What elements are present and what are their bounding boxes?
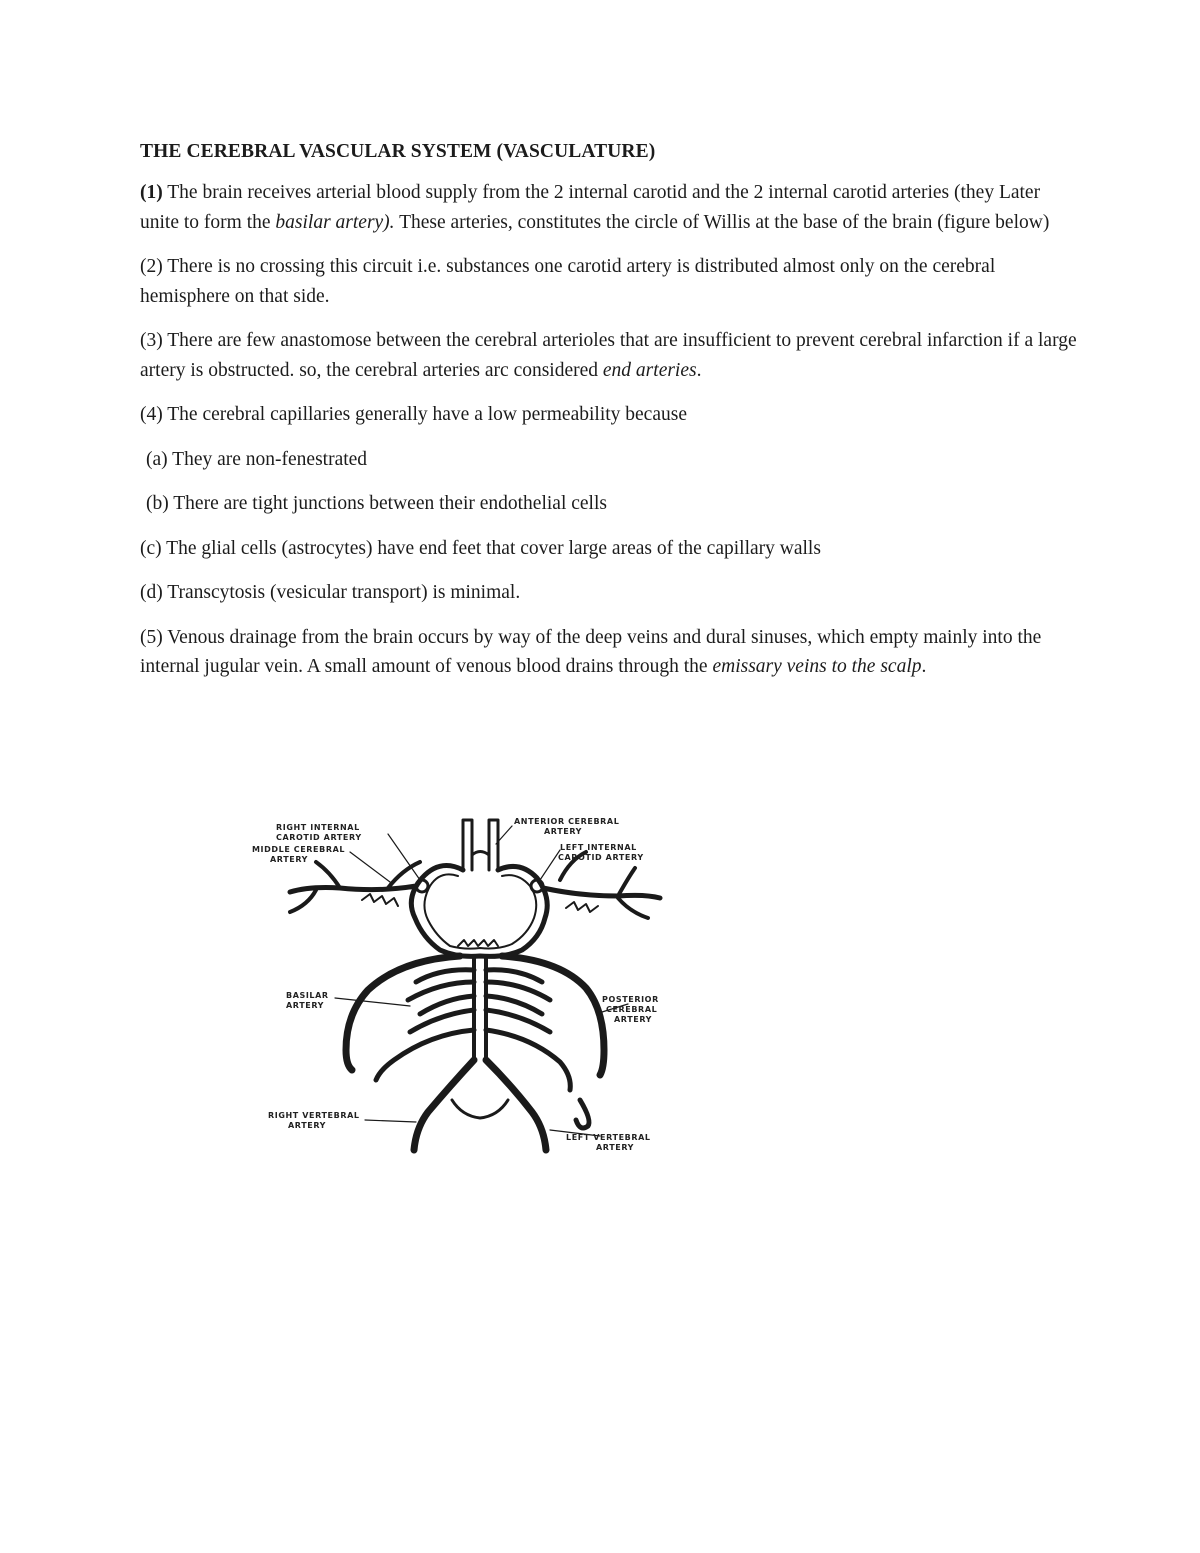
middle-cerebral-branch-4 bbox=[618, 868, 635, 896]
list-item-4a: (a) They are non-fenestrated bbox=[146, 448, 368, 470]
point-5-end: . bbox=[921, 656, 927, 677]
branch-r5 bbox=[486, 1030, 570, 1090]
label-right-vertebral-2: ARTERY bbox=[288, 1121, 327, 1130]
point-1-text-b: These arteries, constitutes the circle of Willis at the base of the brain (figure below) bbox=[394, 211, 1050, 233]
label-basilar-2: ARTERY bbox=[286, 1001, 325, 1010]
label-posterior-1: POSTERIOR bbox=[602, 995, 659, 1004]
artery-drawing bbox=[290, 820, 660, 1150]
point-3-end: . bbox=[696, 359, 702, 381]
point-1-italic: basilar artery). bbox=[275, 211, 395, 233]
label-posterior-2: CEREBRAL bbox=[606, 1005, 658, 1014]
label-middle-cerebral-2: ARTERY bbox=[270, 855, 309, 864]
anterior-spinal bbox=[452, 1100, 508, 1118]
label-left-carotid-1: LEFT INTERNAL bbox=[560, 843, 637, 852]
left-vertebral-hook bbox=[576, 1100, 589, 1128]
circle-of-willis-ring bbox=[411, 866, 547, 957]
label-basilar-1: BASILAR bbox=[286, 991, 329, 1000]
leader-right-vertebral bbox=[365, 1120, 416, 1122]
point-1-number: (1) bbox=[140, 182, 163, 203]
leader-middle-cerebral bbox=[350, 852, 390, 882]
perforators-left bbox=[566, 902, 598, 912]
list-item-4d: (d) Transcytosis (vesicular transport) is minimal. bbox=[140, 582, 521, 603]
left-vertebral-artery bbox=[486, 1060, 546, 1150]
right-vertebral-artery bbox=[414, 1060, 474, 1150]
label-left-vertebral-2: ARTERY bbox=[596, 1143, 635, 1152]
paragraph-point-5 bbox=[140, 623, 1080, 682]
middle-cerebral-branch-1 bbox=[316, 862, 340, 888]
paragraph-point-2: (2) There is no crossing this circuit i.e. substances one carotid artery is distributed almost only on the cerebral hemisphere on that side. bbox=[140, 256, 996, 307]
middle-cerebral-artery-right bbox=[290, 886, 416, 892]
label-middle-cerebral-1: MIDDLE CEREBRAL bbox=[252, 845, 346, 854]
label-right-carotid-1: RIGHT INTERNAL bbox=[276, 823, 360, 832]
label-right-carotid-2: CAROTID ARTERY bbox=[276, 833, 362, 842]
paragraph-point-4: (4) The cerebral capillaries generally have a low permeability because bbox=[140, 404, 687, 425]
label-anterior-cerebral-1: ANTERIOR CEREBRAL bbox=[514, 817, 620, 826]
list-item-4c: (c) The glial cells (astrocytes) have end feet that cover large areas of the capillary walls bbox=[140, 537, 821, 559]
leader-basilar bbox=[335, 998, 410, 1006]
middle-cerebral-artery-left bbox=[543, 888, 660, 898]
circle-of-willis-diagram bbox=[140, 800, 730, 1170]
point-3-italic: end arteries bbox=[602, 359, 697, 381]
label-right-vertebral-1: RIGHT VERTEBRAL bbox=[268, 1111, 360, 1120]
point-1-text-a: The brain receives arterial blood supply from the 2 internal carotid and the 2 internal carotid arteries (they Later unite to form the bbox=[140, 182, 1041, 233]
document-title: THE CEREBRAL VASCULAR SYSTEM (VASCULATURE) bbox=[140, 141, 656, 162]
paragraph-point-1 bbox=[140, 178, 1080, 237]
point-3-text: (3) There are few anastomose between the cerebral arterioles that are insufficient to prevent cerebral infarction if a large artery is obstructed. so, the cerebral arteries arc considered bbox=[140, 330, 1077, 381]
circle-inner-ring bbox=[424, 874, 536, 948]
anterior-cerebral-vessel-right bbox=[489, 820, 498, 870]
label-left-vertebral-1: LEFT VERTEBRAL bbox=[566, 1133, 651, 1142]
anterior-cerebral-vessel-left bbox=[463, 820, 472, 870]
point-5-text: (5) Venous drainage from the brain occurs by way of the deep veins and dural sinuses, which empty mainly into the internal jugular vein. A small amount of venous blood drains through the bbox=[140, 626, 1042, 677]
middle-cerebral-branch-5 bbox=[618, 898, 648, 918]
label-posterior-3: ARTERY bbox=[614, 1015, 653, 1024]
anterior-communicating bbox=[472, 852, 489, 856]
perforators-center bbox=[458, 940, 498, 946]
document-body bbox=[140, 140, 1080, 697]
circle-of-willis-figure bbox=[140, 800, 730, 1170]
label-anterior-cerebral-2: ARTERY bbox=[544, 827, 583, 836]
paragraph-point-3 bbox=[140, 326, 1080, 385]
list-item-4b: (b) There are tight junctions between their endothelial cells bbox=[146, 493, 607, 514]
perforators-right bbox=[362, 894, 398, 906]
leader-left-carotid bbox=[540, 850, 560, 880]
label-left-carotid-2: CAROTID ARTERY bbox=[558, 853, 644, 862]
point-5-italic: emissary veins to the scalp bbox=[712, 656, 922, 677]
